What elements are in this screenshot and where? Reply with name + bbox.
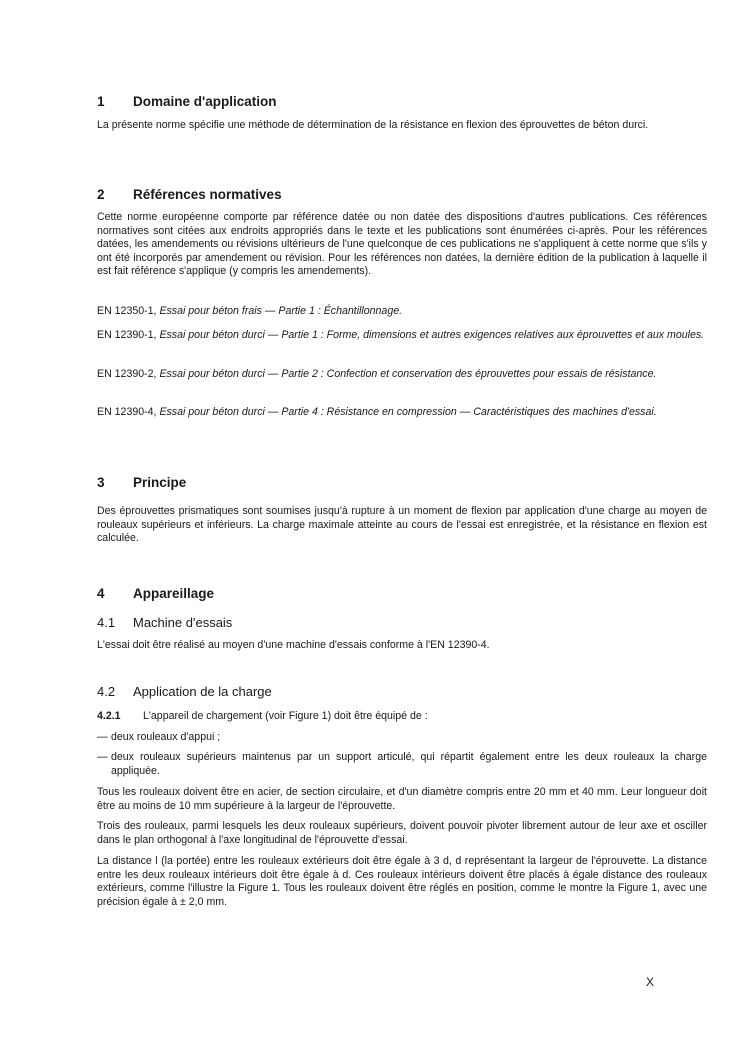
- section-number: 1: [97, 94, 105, 109]
- section-4-2-heading: [97, 684, 707, 699]
- section-1-heading: [97, 94, 707, 109]
- section-3-heading: [97, 475, 707, 490]
- clause-4-2-1: [97, 710, 707, 724]
- reference-title: Essai pour béton frais — Partie 1 : Échantillonnage.: [159, 305, 403, 317]
- reference-code: EN 12350-1,: [97, 305, 157, 317]
- section-4-1-heading: [97, 615, 707, 630]
- section-number: 3: [97, 475, 105, 490]
- section-number: 4: [97, 586, 105, 601]
- section-4-2-paragraph: Trois des rouleaux, parmi lesquels les deux rouleaux supérieurs, doivent pouvoir pivoter librement autour de leur axe et osciller dans le plan orthogonal à l'axe longitudinal de l'éprouvette d'essai.: [97, 820, 707, 846]
- list-item-text: deux rouleaux d'appui ;: [111, 731, 221, 743]
- normative-reference: [97, 368, 707, 382]
- clause-text: L'appareil de chargement (voir Figure 1) doit être équipé de :: [143, 710, 428, 722]
- clause-number: 4.2.1: [97, 710, 121, 722]
- dash-marker: —: [97, 751, 108, 763]
- section-4-heading: [97, 586, 707, 601]
- dash-marker: —: [97, 731, 108, 743]
- section-4-2-paragraph: Tous les rouleaux doivent être en acier, de section circulaire, et d'un diamètre compris entre 20 mm et 40 mm. Leur longueur doit être au moins de 10 mm supérieure à la largeur de l'éprouvette.: [97, 786, 707, 812]
- normative-reference: [97, 305, 707, 319]
- normative-reference: [97, 329, 707, 343]
- section-title: Domaine d'application: [133, 94, 277, 109]
- reference-title: Essai pour béton durci — Partie 1 : Forme, dimensions et autres exigences relatives aux éprouvettes et aux moules.: [159, 329, 705, 341]
- reference-code: EN 12390-4,: [97, 406, 157, 418]
- section-title: Application de la charge: [133, 684, 272, 699]
- reference-title: Essai pour béton durci — Partie 2 : Confection et conservation des éprouvettes pour essais de résistance.: [159, 368, 657, 380]
- section-2-paragraph: Cette norme européenne comporte par référence datée ou non datée des dispositions d'autres publications. Ces références normatives sont citées aux endroits appropriés dans le texte et les publications sont énumérées ci-après. Pour les références datées, les amendements ou révisions ultérieurs de l'une quelconque de ces publications ne s'appliquent à cette norme que s'ils y ont été incorporés par amendement ou révision. Pour les références non datées, la dernière édition de la publication à laquelle il est fait référence s'applique (y compris les amendements).: [97, 211, 707, 278]
- section-4-1-paragraph: L'essai doit être réalisé au moyen d'une machine d'essais conforme à l'EN 12390-4.: [97, 639, 490, 651]
- reference-code: EN 12390-1,: [97, 329, 157, 341]
- dash-list-item: [97, 751, 707, 778]
- section-title: Références normatives: [133, 187, 282, 202]
- section-number: 4.1: [97, 615, 116, 630]
- section-title: Appareillage: [133, 586, 215, 601]
- section-number: 4.2: [97, 684, 116, 699]
- reference-title: Essai pour béton durci — Partie 4 : Résistance en compression — Caractéristiques des machines d'essai.: [159, 406, 657, 418]
- normative-reference: [97, 406, 707, 420]
- dash-list-item: [97, 731, 707, 745]
- list-item-text: deux rouleaux supérieurs maintenus par un support articulé, qui répartit également entre les deux rouleaux la charge appliquée.: [111, 751, 707, 777]
- section-title: Machine d'essais: [133, 615, 233, 630]
- reference-code: EN 12390-2,: [97, 368, 157, 380]
- section-3-paragraph: Des éprouvettes prismatiques sont soumises jusqu'à rupture à un moment de flexion par application d'une charge au moyen de rouleaux supérieurs et inférieurs. La charge maximale atteinte au cours de l'essai est enregistrée, et la résistance en flexion est calculée.: [97, 505, 707, 545]
- section-2-heading: [97, 187, 707, 202]
- section-4-2-paragraph: La distance l (la portée) entre les rouleaux extérieurs doit être égale à 3 d, d représentant la largeur de l'éprouvette. La distance entre les deux rouleaux intérieurs doit être égale à d. Ces rouleaux intérieurs doivent être placés à égale distance des rouleaux extérieurs, comme l'illustre la Figure 1. Tous les rouleaux doivent être réglés en position, comme le montre la Figure 1, avec une précision égale à ± 2,0 mm.: [97, 855, 707, 908]
- section-number: 2: [97, 187, 105, 202]
- page-number: X: [646, 975, 655, 989]
- section-1-paragraph: La présente norme spécifie une méthode de détermination de la résistance en flexion des éprouvettes de béton durci.: [97, 119, 649, 131]
- section-title: Principe: [133, 475, 187, 490]
